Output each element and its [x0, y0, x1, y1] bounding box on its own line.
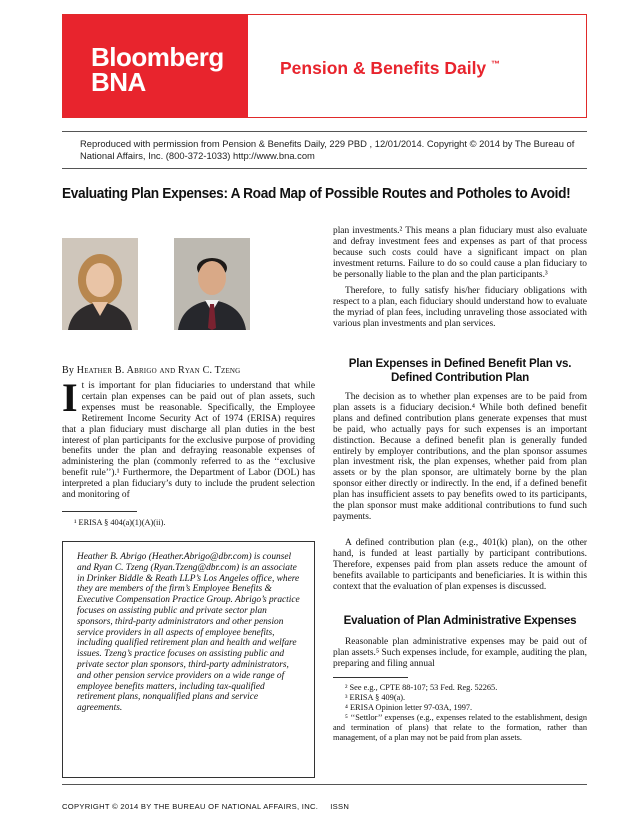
- footnote-3: ³ ERISA § 409(a).: [345, 693, 406, 702]
- portrait-man-icon: [174, 238, 250, 330]
- section-1-paragraph-2: [333, 538, 587, 593]
- section-heading-1: Plan Expenses in Defined Benefit Plan vs. Defined Contribution Plan: [348, 357, 572, 384]
- section-2-paragraph-1: [333, 637, 587, 670]
- trademark-symbol: ™: [491, 59, 501, 69]
- bloomberg-bna-logo: [63, 15, 248, 117]
- footnote-rule-right: [333, 677, 408, 678]
- footnote-2: ² See e.g., CPTE 88-107; 53 Fed. Reg. 52265.: [345, 683, 498, 692]
- publication-title: [280, 58, 500, 79]
- author-photo-tzeng: [174, 238, 250, 330]
- author-bio-box: [62, 541, 315, 778]
- article-title: Evaluating Plan Expenses: A Road Map of Possible Routes and Potholes to Avoid!: [62, 186, 571, 202]
- right-paragraph-1: [333, 226, 587, 281]
- footnote-5: ⁵ ‘‘Settlor’’ expenses (e.g., expenses related to the establishment, design and termination of plans) that relate to the formation, rather than management, of a plan may not be paid from plan assets.: [333, 713, 587, 742]
- intro-text: t is important for plan fiduciaries to understand that while certain plan expenses can be paid out of plan assets, such expenses must be reasonable. Specifically, the Employee Retirement Income Security Act of 1974 (ERISA) requires that a plan fiduciary must discharge all plan duties in the best interest of plan participants for the exclusive purpose of providing benefits under the plan and defraying reasonable expenses of administering the plan (commonly referred to as the ‘‘exclusive benefit rule’’).¹ Furthermore, the Department of Labor (DOL) has interpreted a plan fiduciary’s duty to include the prudent selection and monitoring of: [62, 381, 315, 501]
- footer-copyright: COPYRIGHT © 2014 BY THE BUREAU OF NATIONAL AFFAIRS, INC. ISSN: [62, 802, 350, 811]
- publication-name: Pension & Benefits Daily: [280, 58, 487, 78]
- reproduction-notice: Reproduced with permission from Pension & Benefits Daily, 229 PBD , 12/01/2014. Copyright © 2014 by The Bureau of National Affairs, Inc. (800-372-1033) http://www.bna.com: [62, 131, 587, 169]
- footnote-1: ¹ ERISA § 404(a)(1)(A)(ii).: [74, 518, 166, 527]
- footer-rule: [62, 784, 587, 785]
- section-heading-2: Evaluation of Plan Administrative Expenses: [343, 614, 577, 627]
- portrait-woman-icon: [62, 238, 138, 330]
- logo-line-2: BNA: [91, 67, 146, 97]
- intro-paragraph: [62, 375, 315, 501]
- byline-by: By: [62, 365, 77, 376]
- investments-paragraph: plan investments.² This means a plan fiduciary must also evaluate and defray investment fees and expenses as part of that process because such costs could have a significant impact on plan investment returns. Failure to do so could cause a plan fiduciary to be personally liable to the plan and the plan participants.³: [333, 226, 587, 280]
- byline-authors: Heather B. Abrigo and Ryan C. Tzeng: [76, 365, 241, 376]
- admin-expenses-paragraph: Reasonable plan administrative expenses may be paid out of plan assets.⁵ Such expenses include, for example, auditing the plan, preparing and filing annual: [333, 637, 587, 669]
- byline: [62, 365, 240, 376]
- author-photo-abrigo: [62, 238, 138, 330]
- db-plan-paragraph: The decision as to whether plan expenses are to be paid from plan assets is a fiduciary decision.⁴ While both defined benefit plans and defined contribution plans generate expenses that must be paid, who actually pays for such expenses is an important distinction. Because a defined benefit plan is generally funded entirely by employer contributions, and the plan sponsor assumes plan investment risk, the plan expenses, whether paid from plan assets or by the plan sponsor, are ultimately borne by the plan sponsor either directly or indirectly. In the end, if a defined benefit plan has insufficient assets to pay benefits owed to its participants, the plan sponsor must make additional contributions to fund such payments.: [333, 392, 587, 522]
- right-paragraph-2: [333, 286, 587, 330]
- drop-cap: I: [62, 375, 78, 420]
- dc-plan-paragraph: A defined contribution plan (e.g., 401(k) plan), on the other hand, is funded at least partially by participant contributions. Therefore, expenses paid from plan assets reduce the amount of benefits available to participants and beneficiaries. It is within this context that the evaluation of plan expenses is discussed.: [333, 538, 587, 592]
- footnote-4: ⁴ ERISA Opinion letter 97-03A, 1997.: [345, 703, 473, 712]
- author-bio-text: Heather B. Abrigo (Heather.Abrigo@dbr.com) is counsel and Ryan C. Tzeng (Ryan.Tzeng@dbr.com) is an associate in Drinker Biddle & Reath LLP’s Los Angeles office, where they are members of the firm’s Employee Benefits & Executive Compensation Practice Group. Abrigo’s practice focuses on assisting public and private sector plan sponsors, third-party administrators and other pension service providers in all aspects of employee benefits, including qualified retirement plan and health and welfare issues. Tzeng’s practice focuses on assisting public and private sector plan sponsors, third-party administrators, and other pension service providers on a wide range of employee benefits matters, including tax-qualified retirement plans, nonqualified plans and service agreements.: [77, 552, 300, 714]
- logo-line-1: Bloomberg: [91, 42, 224, 72]
- therefore-paragraph: Therefore, to fully satisfy his/her fiduciary obligations with respect to a plan, each fiduciary should understand how to evaluate the myriad of plan fees, including unraveling those associated with various plan investments and plan services.: [333, 286, 587, 329]
- section-1-paragraph-1: [333, 392, 587, 523]
- footnote-rule: [62, 511, 137, 512]
- masthead: [62, 14, 587, 118]
